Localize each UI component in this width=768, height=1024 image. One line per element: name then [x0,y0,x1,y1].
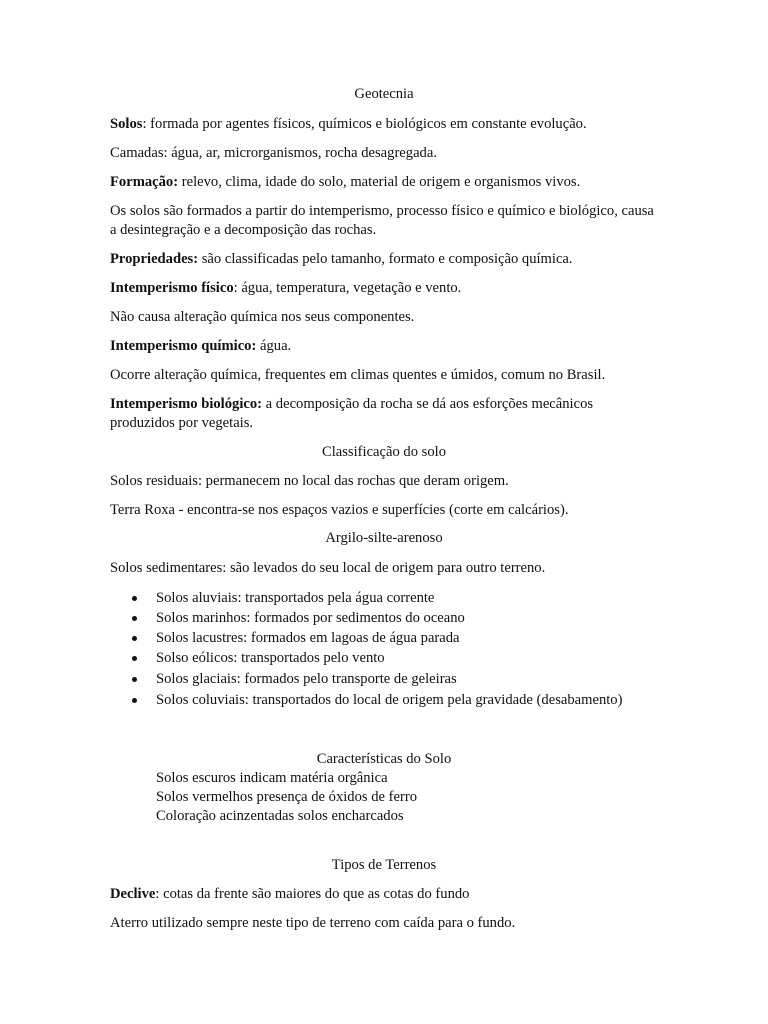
paragraph-nao-causa: Não causa alteração química nos seus componentes. [110,309,415,325]
document-title: Geotecnia [354,86,414,102]
paragraph-intemperismo: Os solos são formados a partir do intemperismo, processo físico e químico e biológico, causa a desintegração e a decomposição das rochas. [110,203,654,238]
paragraph-residuais: Solos residuais: permanecem no local das rochas que deram origem. [110,473,509,489]
paragraph-camadas: Camadas: água, ar, microrganismos, rocha desagregada. [110,145,437,161]
term-intemperismo-quimico: Intemperismo químico: [110,338,257,354]
term-solos: Solos [110,116,143,132]
paragraph-terra-roxa: Terra Roxa - encontra-se nos espaços vazios e superfícies (corte em calcários). [110,502,569,518]
paragraph-intemperismo-quimico: Intemperismo químico: água. [110,338,292,354]
paragraph-aterro: Aterro utilizado sempre neste tipo de terreno com caída para o fundo. [110,915,516,931]
term-formacao: Formação: [110,174,179,190]
caracteristica-line: Solos vermelhos presença de óxidos de ferro [156,789,417,805]
term-intemperismo-fisico: Intemperismo físico [110,280,234,296]
heading-terrenos: Tipos de Terrenos [331,857,437,873]
paragraph-intemperismo-fisico: Intemperismo físico: água, temperatura, vegetação e vento. [110,280,462,296]
paragraph-intemperismo-biologico: Intemperismo biológico: a decomposição da rocha se dá aos esforções mecânicos produzidos por vegetais. [110,396,594,431]
heading-classificacao: Classificação do solo [321,444,447,460]
term-intemperismo-biologico: Intemperismo biológico: [110,396,263,412]
document-page: Geotecnia Solos: formada por agentes físicos, químicos e biológicos em constante evolução. Camadas: água, ar, microrganismos, rocha desagregada. Formação: relevo, clima, idade do solo, material de origem e organismos vivos. Os solos são formados a partir do intemperismo, processo físico e químico e biológico, causa a desintegração e a decomposição das rochas. Propriedades: são classificadas pelo tamanho, formato e composição química. Intemperismo físico: água, temperatura, vegetação e vento. Não causa alteração química nos seus componentes. Intemperismo químico: água. Ocorre alteração química, frequentes em climas quentes e úmidos, comum no Brasil. Intemperismo biológico: a decomposição da rocha se dá aos esforções mecânicos produzidos por vegetais. Classificação do solo Solos residuais: permanecem no local das rochas que deram origem. Terra Roxa - encontra-se nos espaços vazios e superfícies (corte em calcários). Argilo-silte-arenoso Solos sedimentares: são levados do seu local de origem para outro terreno. Solos aluviais: transportados pela água corrente Solos marinhos: formados por sedimentos do oceano Solos lacustres: formados em lagoas de água parada Solso eólicos: transportados pelo vento Solos glaciais: formados pelo transporte de geleiras Solos coluviais: transportados do local de origem pela gravidade (desabamento) Características do Solo Solos escuros indicam matéria orgânica Solos vermelhos presença de óxidos de ferro Coloração acinzentadas solos encharcados Tipos de Terrenos Declive: cotas da frente são maiores do que as cotas do fundo Aterro utilizado sempre neste tipo de terreno com caída para o fundo. [0,0,768,1024]
heading-argilo: Argilo-silte-arenoso [325,530,443,546]
heading-caracteristicas: Características do Solo [316,751,452,767]
term-declive: Declive [110,886,156,902]
term-propriedades: Propriedades: [110,251,199,267]
paragraph-declive: Declive: cotas da frente são maiores do que as cotas do fundo [110,886,470,902]
paragraph-solos: Solos: formada por agentes físicos, químicos e biológicos em constante evolução. [110,116,587,132]
caracteristica-line: Coloração acinzentadas solos encharcados [156,808,404,824]
paragraph-sedimentares: Solos sedimentares: são levados do seu local de origem para outro terreno. [110,560,546,576]
paragraph-formacao: Formação: relevo, clima, idade do solo, material de origem e organismos vivos. [110,174,581,190]
paragraph-ocorre: Ocorre alteração química, frequentes em climas quentes e úmidos, comum no Brasil. [110,367,606,383]
paragraph-propriedades: Propriedades: são classificadas pelo tamanho, formato e composição química. [110,251,573,267]
caracteristica-line: Solos escuros indicam matéria orgânica [156,770,388,786]
